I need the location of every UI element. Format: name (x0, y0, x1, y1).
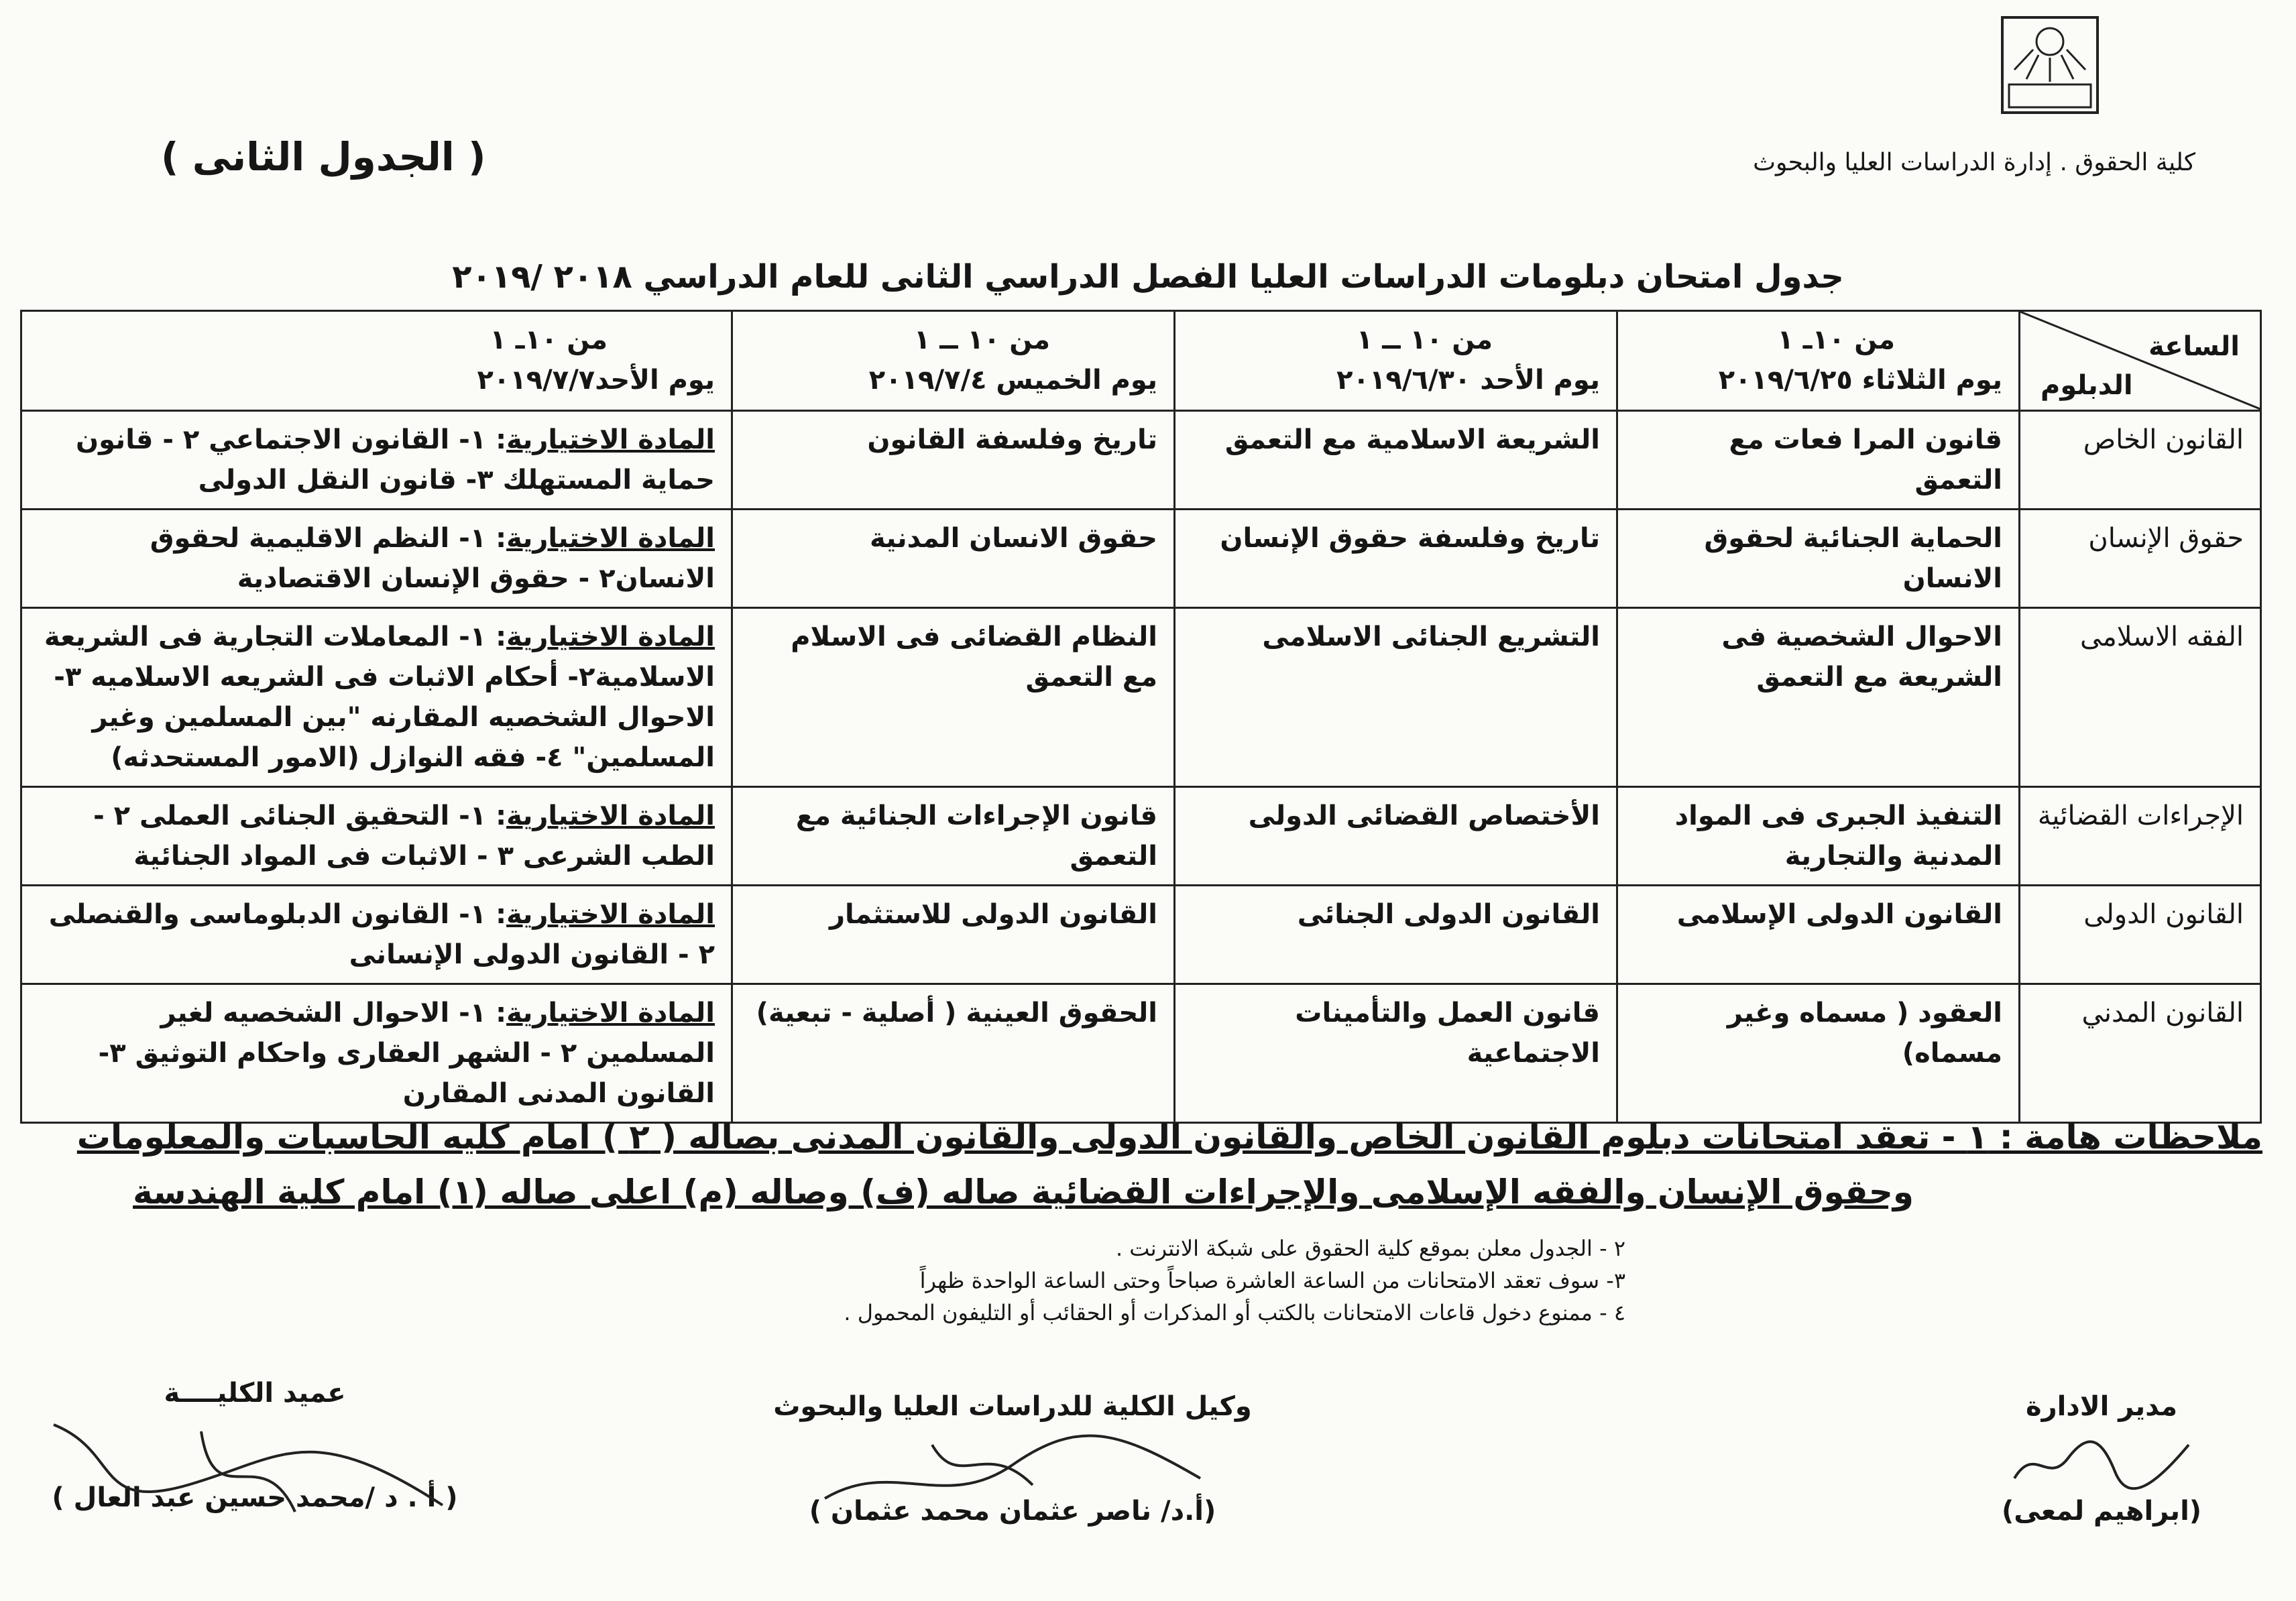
diploma-cell: القانون الخاص (2020, 411, 2261, 510)
signature-deputy (758, 1391, 1267, 1527)
note-line-2: وحقوق الإنسان والفقه الإسلامى والإجراءات القضائية صاله (ف) وصاله (م) اعلى صاله (١) امام كلية الهندسة (133, 1173, 1914, 1211)
signature-name: (أ.د/ ناصر عثمان محمد عثمان ) (809, 1496, 1216, 1527)
important-notes (0, 1110, 2262, 1220)
day-header-3 (732, 311, 1175, 411)
elective-label: المادة الاختيارية (506, 800, 715, 831)
elective-text: : ١- التحقيق الجنائى العملى ٢ - الطب الشرعى ٣ - الاثبات فى المواد الجنائية (93, 800, 715, 872)
subject-cell: التشريع الجنائى الاسلامى (1175, 608, 1617, 787)
day-header-2 (1175, 311, 1617, 411)
signature-name: (ابراهيم لمعى) (2001, 1496, 2202, 1527)
subject-cell: الأختصاص القضائى الدولى (1175, 787, 1617, 886)
handwritten-signature (2008, 1431, 2195, 1492)
diploma-cell: الإجراءات القضائية (2020, 787, 2261, 886)
signature-title: وكيل الكلية للدراسات العليا والبحوث (773, 1391, 1252, 1422)
handwritten-signature (40, 1411, 469, 1525)
table-row (21, 510, 2261, 608)
university-logo (2000, 15, 2100, 115)
exam-schedule-table (20, 310, 2262, 1124)
signature-manager (1981, 1391, 2222, 1527)
subject-cell: قانون المرا فعات مع التعمق (1617, 411, 2020, 510)
elective-cell (21, 608, 732, 787)
subject-cell: التنفيذ الجبرى فى المواد المدنية والتجارية (1617, 787, 2020, 886)
extra-note: ٤ - ممنوع دخول قاعات الامتحانات بالكتب أو المذكرات أو الحقائب أو التليفون المحمول . (844, 1300, 1625, 1325)
elective-cell (21, 984, 732, 1123)
subject-cell: الشريعة الاسلامية مع التعمق (1175, 411, 1617, 510)
day-header-4 (21, 311, 732, 411)
schedule-title: جدول امتحان دبلومات الدراسات العليا الفصل الدراسي الثانى للعام الدراسي ٢٠١٨ /٢٠١٩ (452, 258, 1844, 296)
subject-cell: القانون الدولى الجنائى (1175, 886, 1617, 984)
elective-text: : ١- الاحوال الشخصيه لغير المسلمين ٢ - الشهر العقارى واحكام التوثيق ٣- القانون المدنى المقارن (98, 998, 715, 1109)
elective-text: : ١- القانون الاجتماعي ٢ - قانون حماية المستهلك ٣- قانون النقل الدولى (75, 424, 715, 495)
subject-cell: تاريخ وفلسفة حقوق الإنسان (1175, 510, 1617, 608)
subject-cell: تاريخ وفلسفة القانون (732, 411, 1175, 510)
subject-cell: القانون الدولى الإسلامى (1617, 886, 2020, 984)
subject-cell: النظام القضائى فى الاسلام مع التعمق (732, 608, 1175, 787)
signature-dean (13, 1378, 496, 1513)
table-row (21, 886, 2261, 984)
day-date: يوم الثلاثاء ٢٠١٩/٦/٢٥ (1718, 365, 2002, 396)
subject-cell: حقوق الانسان المدنية (732, 510, 1175, 608)
day-time: من ١٠ ــ ١ (913, 324, 1050, 355)
table-row (21, 787, 2261, 886)
extra-notes (844, 1232, 1625, 1329)
signature-name: ( أ . د /محمد حسين عبد العال ) (52, 1482, 458, 1513)
elective-text: : ١- النظم الاقليمية لحقوق الانسان٢ - حقوق الإنسان الاقتصادية (150, 523, 715, 594)
extra-note: ٣- سوف تعقد الامتحانات من الساعة العاشرة صباحاً وحتى الساعة الواحدة ظهراً (919, 1268, 1625, 1293)
day-date: يوم الخميس ٢٠١٩/٧/٤ (868, 365, 1157, 396)
handwritten-signature (811, 1418, 1214, 1519)
diploma-label: الدبلوم (2041, 370, 2133, 401)
table-row (21, 608, 2261, 787)
table-row (21, 411, 2261, 510)
college-name: كلية الحقوق . إدارة الدراسات العليا والبحوث (1753, 149, 2195, 176)
signature-title: عميد الكليــــة (164, 1378, 346, 1409)
subject-cell: العقود ( مسماه وغير مسماه) (1617, 984, 2020, 1123)
subject-cell: القانون الدولى للاستثمار (732, 886, 1175, 984)
day-time: من ١٠ـ ١ (1777, 324, 1895, 355)
diploma-cell: القانون الدولى (2020, 886, 2261, 984)
elective-cell (21, 510, 732, 608)
elective-cell (21, 787, 732, 886)
diploma-cell: القانون المدني (2020, 984, 2261, 1123)
note-line-1: ملاحظات هامة : ١ - تعقد امتحانات دبلوم القانون الخاص والقانون الدولى والقانون المدنى بصاله ( ٢ ) امام كليه الحاسبات والمعلومات (76, 1118, 2262, 1157)
corner-cell (2020, 311, 2261, 411)
subject-cell: قانون العمل والتأمينات الاجتماعية (1175, 984, 1617, 1123)
table-label: ( الجدول الثانى ) (161, 134, 486, 180)
elective-text: : ١- المعاملات التجارية فى الشريعة الاسلامية٢- أحكام الاثبات فى الشريعه الاسلاميه ٣- الاحوال الشخصيه المقارنه "بين المسلمين وغير المسلمين" ٤- فقه النوازل (الامور المستحدثه) (44, 621, 715, 773)
day-date: يوم الأحد٢٠١٩/٧/٧ (477, 365, 715, 396)
elective-label: المادة الاختيارية (506, 621, 715, 652)
day-date: يوم الأحد ٢٠١٩/٦/٣٠ (1336, 365, 1600, 396)
subject-cell: قانون الإجراءات الجنائية مع التعمق (732, 787, 1175, 886)
elective-label: المادة الاختيارية (506, 998, 715, 1028)
header-row (21, 311, 2261, 411)
day-header-1 (1617, 311, 2020, 411)
day-time: من ١٠ـ ١ (490, 324, 608, 355)
time-label: الساعة (2148, 331, 2240, 362)
elective-label: المادة الاختيارية (506, 424, 715, 455)
day-time: من ١٠ ــ ١ (1356, 324, 1493, 355)
diploma-cell: الفقه الاسلامى (2020, 608, 2261, 787)
elective-cell (21, 411, 732, 510)
elective-text: : ١- القانون الدبلوماسى والقنصلى ٢ - القانون الدولى الإنسانى (48, 899, 715, 970)
elective-label: المادة الاختيارية (506, 523, 715, 554)
signature-title: مدير الادارة (2025, 1391, 2178, 1422)
elective-label: المادة الاختيارية (506, 899, 715, 930)
table-row (21, 984, 2261, 1123)
extra-note: ٢ - الجدول معلن بموقع كلية الحقوق على شبكة الانترنت . (1115, 1236, 1625, 1261)
diploma-cell: حقوق الإنسان (2020, 510, 2261, 608)
subject-cell: الحماية الجنائية لحقوق الانسان (1617, 510, 2020, 608)
subject-cell: الحقوق العينية ( أصلية - تبعية) (732, 984, 1175, 1123)
subject-cell: الاحوال الشخصية فى الشريعة مع التعمق (1617, 608, 2020, 787)
elective-cell (21, 886, 732, 984)
